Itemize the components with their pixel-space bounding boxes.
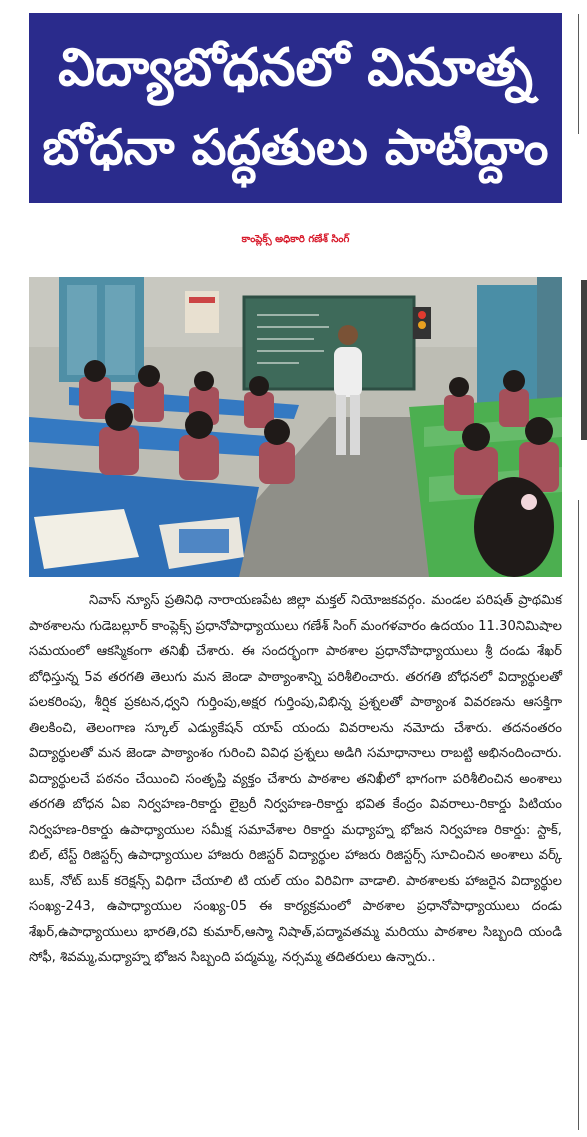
headline-banner <box>29 13 562 203</box>
adjacent-rule <box>578 14 579 134</box>
article-paragraph: నివాస్ న్యూస్ ప్రతినిధి నారాయణపేట జిల్లా మక్తల్ నియోజకవర్గం. మండల పరిషత్ ప్రాథమిక పాఠశాలను గుడెబల్లూర్ కాంప్లెక్స్ ప్రధానోపాధ్యాయులు గణేశ్ సింగ్ మంగళవారం ఉదయం 11.30నిమిషాల సమయంలో ఆకస్మికంగా తనిఖీ చేశారు. ఈ సందర్భంగా పాఠశాల ప్రధానోపాధ్యాయులు శ్రీ దండు శేఖర్ బోధిస్తున్న 5వ తరగతి తెలుగు మన జెండా పాఠ్యాంశాన్ని పరిశీలించారు. తరగతి బోధనలో విద్యార్థులతో పలకరింపు, శీర్షిక ప్రకటన,ధ్వని గుర్తింపు,అక్షర గుర్తింపు,విభిన్న ప్రశ్నలతో పాఠ్యాంశ వివరణను ఆసక్తిగా తిలకించి, తెలంగాణ స్కూల్ ఎడ్యుకేషన్ యాప్ యందు వివరాలను నమోదు చేశారు. తదనంతరం విద్యార్థులతో మన జెండా పాఠ్యాంశం గురించి వివిధ ప్రశ్నలు అడిగి సమాధానాలు రాబట్టి అభినందించారు. విద్యార్థులచే పఠనం చేయించి సంతృప్తి వ్యక్తం చేశారు పాఠశాల తనిఖీలో భాగంగా పరిశీలించిన అంశాలు తరగతి బోధన ఏఐ నిర్వహణ-రికార్డు లైబ్రరీ నిర్వహణ-రికార్డు భవిత కేంద్రం వివరాలు-రికార్డు పిటియం నిర్వహణ-రికార్డు ఉపాధ్యాయుల సమీక్ష సమావేశాల రికార్డు మధ్యాహ్న భోజన నిర్వహణ రికార్డు: స్టాక్, బిల్, టేస్ట్ రిజిస్టర్స్ ఉపాధ్యాయుల హాజరు రిజిస్టర్ విద్యార్థుల హాజరు రిజిస్టర్స్ సూచించిన అంశాలు వర్క్ బుక్, నోట్ బుక్ కరెక్షన్స్ విధిగా చేయాలి టి యల్ యం విరివిగా వాడాలి. పాఠశాలకు హాజరైన విద్యార్థుల సంఖ్య-243, ఉపాధ్యాయుల సంఖ్య-05 ఈ కార్యక్రమంలో పాఠశాల ప్రధానోపాధ్యాయులు దండు శేఖర్,ఉపాధ్యాయులు భారతి,రవి కుమార్,ఆస్మా నిషాత్,పద్మావతమ్మ మరియు పాఠశాల సిబ్బంది యండి సోఫీ, శివమ్మ,మధ్యాహ్న భోజన సిబ్బంది పద్మమ్మ, నర్సమ్మ తదితరులు ఉన్నారు.. <box>29 593 562 965</box>
subheadline: కాంప్లెక్స్ అధికారి గణేశ్ సింగ్ <box>241 234 350 245</box>
headline-line-1: విద్యాబోధనలో వినూత్న <box>58 38 533 98</box>
adjacent-text-rule <box>578 500 579 1130</box>
classroom-photo <box>29 277 562 577</box>
classroom-photo-illustration <box>29 277 562 577</box>
article-body <box>29 588 562 971</box>
headline-line-2: బోధనా పద్ధతులు పాటిద్దాం <box>42 119 549 176</box>
adjacent-photo-sliver <box>581 280 587 440</box>
